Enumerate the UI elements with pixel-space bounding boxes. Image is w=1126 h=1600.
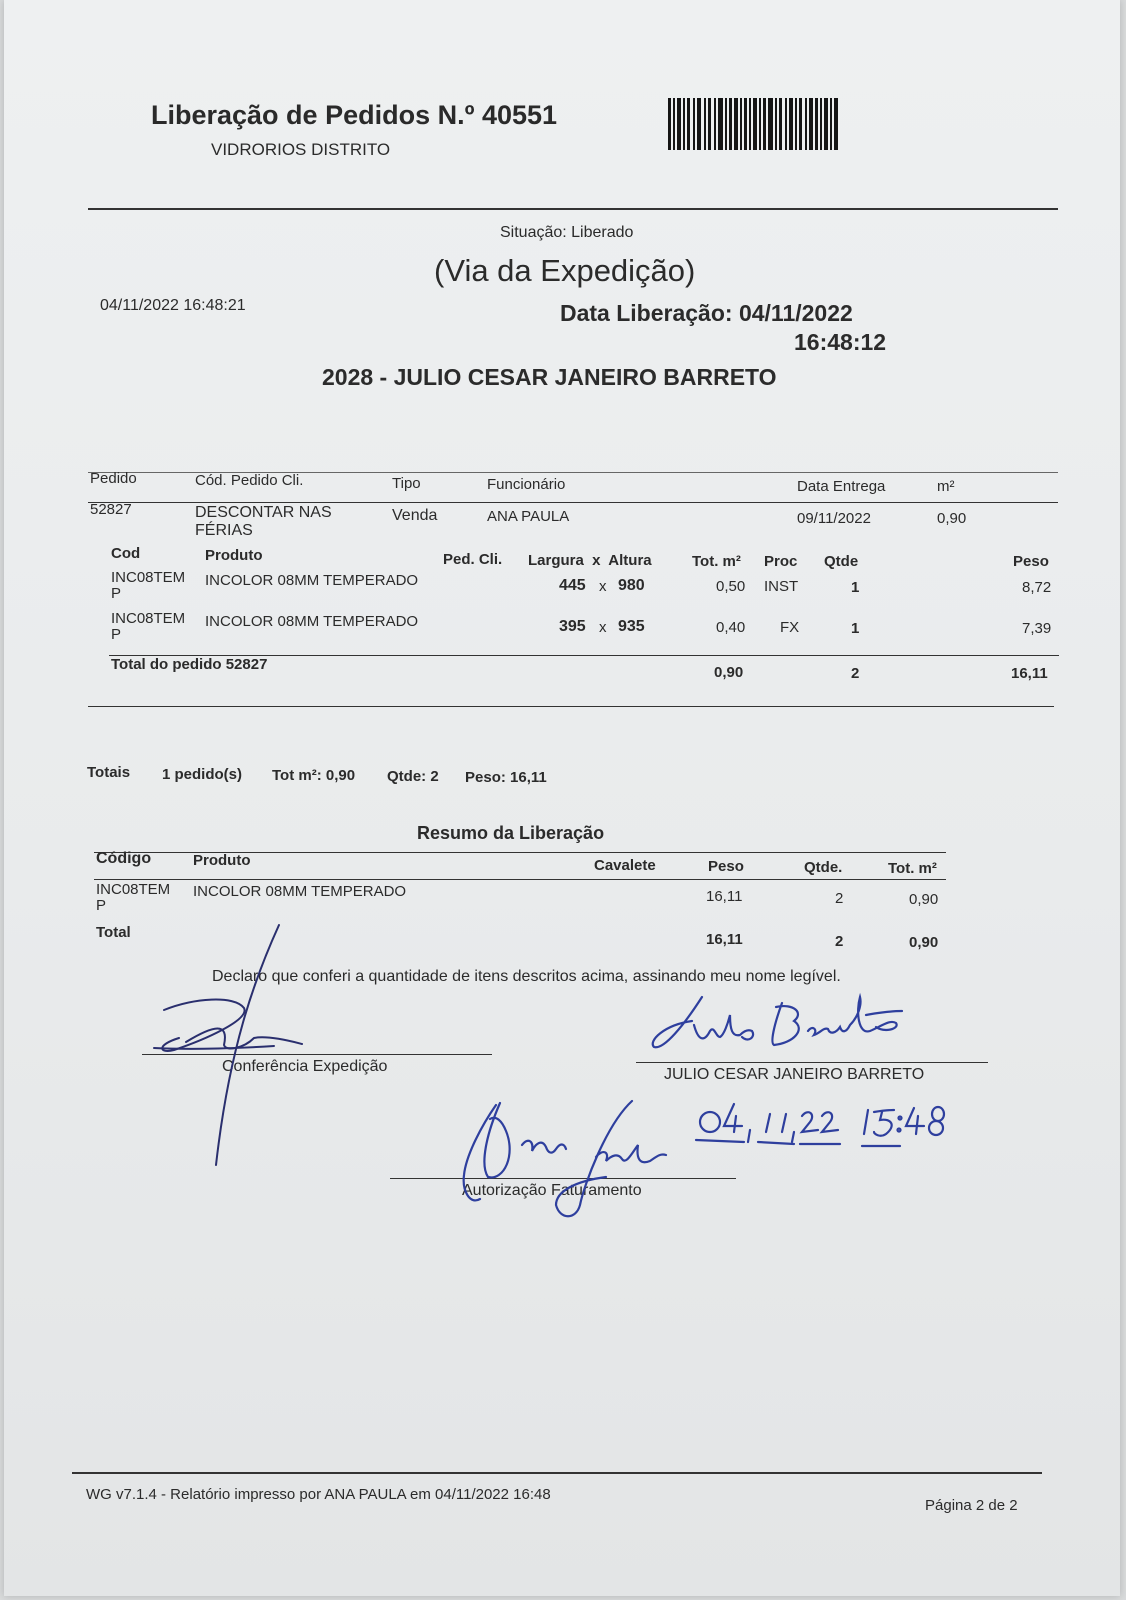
order-header-rule xyxy=(88,502,1058,503)
declaration-text: Declaro que conferi a quantidade de itens descritos acima, assinando meu nome legível. xyxy=(212,968,841,985)
item-col-proc: Proc xyxy=(764,553,798,570)
situacao-label: Situação: Liberado xyxy=(500,224,634,241)
item-qtde-2: 1 xyxy=(851,620,860,637)
footer-rule xyxy=(72,1472,1042,1474)
item-largura-2: 395 xyxy=(559,618,586,635)
resumo-total-tot-m2: 0,90 xyxy=(909,934,939,951)
item-x-1: x xyxy=(599,578,607,595)
totais-label: Totais xyxy=(87,764,131,781)
items-total-peso: 16,11 xyxy=(1011,665,1048,682)
item-altura-1: 980 xyxy=(618,577,645,594)
signature-conferencia-handwritten xyxy=(134,920,334,1170)
items-total-m2: 0,90 xyxy=(714,664,744,681)
order-pedido: 52827 xyxy=(90,501,132,518)
item-produto-1: INCOLOR 08MM TEMPERADO xyxy=(205,572,419,589)
sig-label-autorizacao: Autorização Faturamento xyxy=(462,1182,642,1199)
resumo-tot-m2: 0,90 xyxy=(909,891,939,908)
item-col-ped-cli: Ped. Cli. xyxy=(443,551,503,568)
order-cod-cli-2: FÉRIAS xyxy=(195,522,253,539)
item-cod-2a: INC08TEM xyxy=(111,610,186,627)
item-tot-m2-2: 0,40 xyxy=(716,619,746,636)
item-col-largura-altura: Largura x Altura xyxy=(528,552,652,569)
order-funcionario: ANA PAULA xyxy=(487,508,570,525)
col-cod-pedido-cli: Cód. Pedido Cli. xyxy=(195,472,304,489)
data-liberacao: Data Liberação: 04/11/2022 xyxy=(560,300,853,326)
totais-pedidos: 1 pedido(s) xyxy=(162,766,243,783)
item-largura-1: 445 xyxy=(559,577,586,594)
col-tipo: Tipo xyxy=(392,475,421,492)
resumo-col-peso: Peso xyxy=(708,858,744,875)
item-altura-2: 935 xyxy=(618,618,645,635)
item-qtde-1: 1 xyxy=(851,579,860,596)
items-total-qtde: 2 xyxy=(851,665,860,682)
document-title: Liberação de Pedidos N.º 40551 xyxy=(151,100,558,130)
item-col-produto: Produto xyxy=(205,547,263,564)
company-name: VIDRORIOS DISTRITO xyxy=(211,140,391,159)
footer-printed-by: WG v7.1.4 - Relatório impresso por ANA PAULA em 04/11/2022 16:48 xyxy=(86,1486,551,1503)
col-data-entrega: Data Entrega xyxy=(797,478,886,495)
barcode-icon xyxy=(668,98,840,150)
handwritten-date xyxy=(694,1100,964,1160)
resumo-title: Resumo da Liberação xyxy=(417,823,605,843)
items-bottom-rule xyxy=(88,706,1054,707)
item-col-qtde: Qtde xyxy=(824,553,859,570)
resumo-codigo-1: INC08TEM xyxy=(96,881,171,898)
item-col-peso: Peso xyxy=(1013,553,1049,570)
item-peso-1: 8,72 xyxy=(1022,579,1052,596)
item-produto-2: INCOLOR 08MM TEMPERADO xyxy=(205,613,419,630)
item-x-2: x xyxy=(599,619,607,636)
items-total-label: Total do pedido 52827 xyxy=(111,656,268,673)
resumo-produto: INCOLOR 08MM TEMPERADO xyxy=(193,883,407,900)
resumo-col-tot-m2: Tot. m² xyxy=(888,860,937,877)
header-divider xyxy=(88,208,1058,210)
resumo-header-rule xyxy=(94,879,946,880)
resumo-total-peso: 16,11 xyxy=(706,931,743,948)
item-col-cod: Cod xyxy=(111,545,141,562)
resumo-col-qtde: Qtde. xyxy=(804,859,843,876)
totais-qtde: Qtde: 2 xyxy=(387,768,439,785)
order-cod-cli-1: DESCONTAR NAS xyxy=(195,504,332,521)
totais-peso: Peso: 16,11 xyxy=(465,769,547,786)
sig-line-cliente xyxy=(636,1062,988,1063)
sig-line-autorizacao xyxy=(390,1178,736,1179)
resumo-total-label: Total xyxy=(96,924,131,941)
data-liberacao-time: 16:48:12 xyxy=(794,329,887,355)
item-peso-2: 7,39 xyxy=(1022,620,1052,637)
resumo-codigo-2: P xyxy=(96,897,107,914)
sig-label-cliente: JULIO CESAR JANEIRO BARRETO xyxy=(664,1066,925,1083)
item-cod-2b: P xyxy=(111,626,122,643)
item-cod-1a: INC08TEM xyxy=(111,569,186,586)
resumo-qtde: 2 xyxy=(835,890,844,907)
resumo-col-produto: Produto xyxy=(193,852,251,869)
totais-tot-m2: Tot m²: 0,90 xyxy=(272,767,356,784)
resumo-col-codigo: Código xyxy=(96,850,152,867)
item-col-tot-m2: Tot. m² xyxy=(692,553,741,570)
sig-label-conferencia: Conferência Expedição xyxy=(222,1058,388,1075)
resumo-peso: 16,11 xyxy=(706,888,743,905)
col-pedido: Pedido xyxy=(90,470,137,487)
print-datetime: 04/11/2022 16:48:21 xyxy=(100,297,246,314)
col-funcionario: Funcionário xyxy=(487,476,566,493)
via-label: (Via da Expedição) xyxy=(434,253,696,288)
order-m2: 0,90 xyxy=(937,510,967,527)
item-tot-m2-1: 0,50 xyxy=(716,578,746,595)
item-proc-1: INST xyxy=(764,578,799,595)
col-m2: m² xyxy=(937,478,955,495)
item-proc-2: FX xyxy=(780,619,800,636)
document-page xyxy=(4,0,1120,1596)
order-tipo: Venda xyxy=(392,507,438,524)
resumo-col-cavalete: Cavalete xyxy=(594,857,656,874)
item-cod-1b: P xyxy=(111,585,122,602)
resumo-total-qtde: 2 xyxy=(835,933,844,950)
client-name: 2028 - JULIO CESAR JANEIRO BARRETO xyxy=(322,364,777,390)
footer-page: Página 2 de 2 xyxy=(925,1497,1018,1514)
sig-line-conferencia xyxy=(142,1054,492,1055)
signature-ana-handwritten xyxy=(456,1095,686,1225)
order-data-entrega: 09/11/2022 xyxy=(797,510,871,527)
